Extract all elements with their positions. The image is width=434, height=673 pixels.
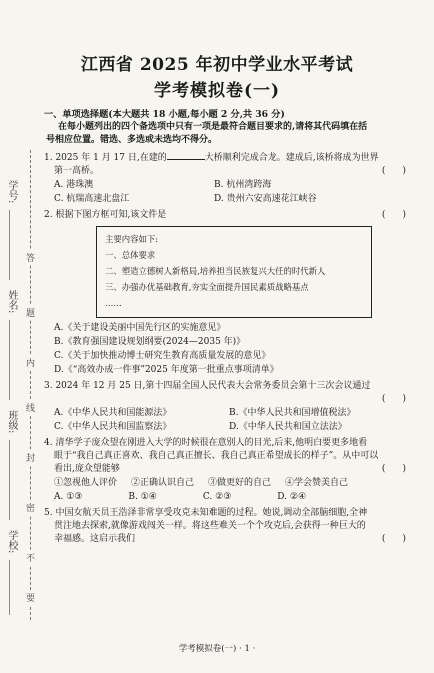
name-field[interactable] [9, 320, 10, 400]
binding-char: 要 [26, 590, 35, 605]
binding-char: 题 [26, 305, 35, 320]
section-instruction: 在每小题列出的四个备选项中只有一项是最符合题目要求的,请将其代码填在括 [58, 122, 368, 132]
box-heading: 主要内容如下: [105, 234, 159, 244]
binding-char: 线 [26, 400, 35, 415]
student-id-label: 学号: [6, 180, 17, 204]
class-field[interactable] [9, 440, 10, 520]
option-b: B.《中华人民共和国增值税法》 [229, 408, 356, 418]
question-stem: 看出,庞众望能够 [54, 464, 120, 474]
answer-bracket[interactable]: ( ) [381, 210, 406, 220]
box-line: …… [105, 298, 122, 308]
question-stem: 5. 中国女航天员王浩泽非常享受攻克未知难题的过程。她说,调动全部脑细胞,全神 [44, 508, 368, 518]
box-line: 一、总体要求 [105, 250, 156, 260]
section-heading: 一、单项选择题(本大题共 18 小题,每小题 2 分,共 36 分) [44, 109, 285, 120]
page-footer: 学考模拟卷(一) · 1 · [178, 644, 256, 654]
answer-bracket[interactable]: ( ) [381, 534, 406, 544]
option-b: B. ①④ [128, 492, 157, 502]
school-label: 学校: [6, 530, 17, 554]
option-d: D.《中华人民共和国立法法》 [229, 422, 347, 432]
option-d: D. 贵州六安高速花江峡谷 [214, 194, 317, 204]
question-stem: 大桥顺利完成合龙。建成后,该桥将成为世界 [204, 153, 379, 163]
exam-subtitle: 学考模拟卷(一) [153, 81, 281, 101]
answer-bracket[interactable]: ( ) [381, 464, 406, 474]
question-stem: 第一高桥。 [54, 166, 100, 176]
option-d: D.《“高效办成一件事”2025 年度第一批重点事项清单》 [54, 365, 279, 375]
option-a: A.《中华人民共和国能源法》 [54, 408, 172, 418]
school-field[interactable] [9, 560, 10, 615]
document-excerpt-box [96, 226, 372, 318]
binding-char: 内 [26, 355, 35, 370]
question-3 [44, 380, 416, 434]
binding-char: 不 [26, 550, 35, 565]
option-c: C. ②③ [202, 492, 232, 502]
exam-title: 江西省 2025 年初中学业水平考试 [80, 55, 354, 75]
option-b: B.《教育强国建设规划纲要(2024—2035 年)》 [54, 337, 246, 347]
option-d: D. ②④ [277, 492, 307, 502]
class-label: 班级: [6, 410, 17, 434]
option-c: C. 杭瑞高速北盘江 [54, 194, 130, 204]
question-stem: 4. 清华学子庞众望在刚进入大学的时候很在意别人的目光,后来,他明白要更多地看 [44, 438, 368, 448]
student-id-field[interactable] [9, 210, 10, 280]
answer-bracket[interactable]: ( ) [381, 394, 406, 404]
box-line: 二、塑造立德树人新格局,培养担当民族复兴大任的时代新人 [105, 266, 326, 276]
statement-item: ①忽视他人评价 [54, 478, 118, 488]
question-1 [44, 150, 416, 206]
binding-char: 封 [26, 450, 35, 465]
option-b: B. 杭州湾跨海 [214, 180, 272, 190]
question-stem: 1. 2025 年 1 月 17 日,在建的 [44, 153, 167, 163]
option-a: A. 港珠澳 [54, 180, 94, 190]
question-stem: 幸福感。这启示我们 [54, 534, 136, 544]
exam-content [44, 108, 416, 546]
binding-char: 答 [26, 250, 35, 265]
question-4 [44, 437, 416, 504]
box-line: 三、办强办优基础教育,夯实全面提升国民素质战略基点 [105, 282, 309, 292]
answer-bracket[interactable]: ( ) [381, 166, 406, 176]
name-label: 姓名: [6, 290, 17, 314]
statement-item: ④学会赞美自己 [285, 478, 349, 488]
question-stem: 3. 2024 年 12 月 25 日,第十四届全国人民代表大会常务委员会第十三次会议通过 [44, 381, 371, 391]
option-c: C.《中华人民共和国监察法》 [54, 422, 172, 432]
binding-margin [0, 150, 40, 630]
question-stem: 2. 根据下图方框可知,该文件是 [44, 210, 167, 220]
statement-item: ③做更好的自己 [208, 478, 272, 488]
option-a: A. ①③ [54, 492, 83, 502]
question-stem: 眼于“我自己真正喜欢、我自己真正擅长、我自己真正希望成长的样子”。从中可以 [54, 451, 379, 461]
option-a: A.《关于建设美丽中国先行区的实施意见》 [54, 323, 226, 333]
question-5 [44, 507, 416, 546]
answer-blank[interactable] [167, 150, 205, 160]
binding-char: 密 [26, 500, 35, 515]
question-2 [44, 209, 416, 377]
statement-item: ②正确认识自己 [131, 478, 195, 488]
section-instruction: 号相应位置。错选、多选或未选均不得分。 [46, 135, 218, 145]
question-stem: 贯注地去探索,就像游戏闯关一样。将这些难关一个个攻克后,会获得一种巨大的 [54, 521, 366, 531]
option-c: C.《关于加快推动博士研究生教育高质量发展的意见》 [54, 351, 271, 361]
